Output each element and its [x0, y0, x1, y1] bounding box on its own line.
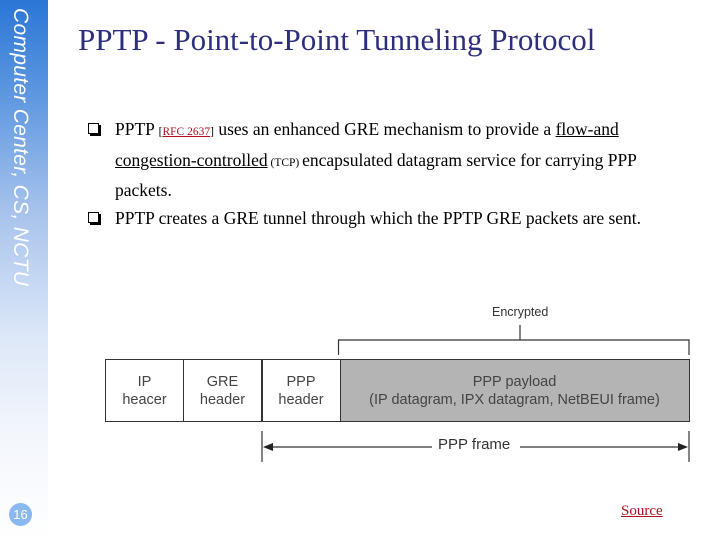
- cell-line: GRE: [206, 373, 239, 390]
- cell-line: header: [278, 391, 324, 408]
- cell-line: heacer: [122, 391, 167, 408]
- slide-title: PPTP - Point-to-Point Tunneling Protocol: [78, 22, 596, 57]
- arrow-right-icon: [678, 443, 688, 451]
- cell-ppp-header: [261, 359, 341, 422]
- cell-line: PPP: [286, 373, 316, 390]
- page-number-badge: 16: [9, 503, 32, 526]
- bullet-text: encapsulated datagram service for carrying PPP packets.: [115, 149, 637, 200]
- tcp-note: (TCP): [267, 156, 303, 169]
- rfc-link[interactable]: RFC 2637: [162, 126, 211, 138]
- cell-line: PPP payload: [472, 373, 557, 390]
- underlined-text: flow-and congestion-controlled: [115, 119, 619, 170]
- cell-line: IP: [137, 373, 152, 390]
- bullet-text: uses an enhanced GRE mechanism to provide a: [213, 119, 556, 139]
- ppp-frame-label: PPP frame: [438, 436, 511, 453]
- bullet-text: PPTP: [115, 119, 159, 139]
- cell-ip-header: [105, 359, 184, 422]
- encrypted-label: Encrypted: [492, 305, 549, 319]
- sidebar-vertical-text: Computer Center, CS, NCTU: [9, 8, 32, 287]
- cell-line: header: [199, 391, 246, 408]
- arrow-left-icon: [263, 443, 273, 451]
- cell-line: (IP datagram, IPX datagram, NetBEUI frame): [369, 391, 660, 408]
- cell-gre-header: [183, 359, 263, 422]
- bracket: ]: [210, 126, 214, 138]
- bracket: [: [158, 126, 163, 138]
- source-link[interactable]: Source: [621, 503, 663, 519]
- cell-ppp-payload: [340, 359, 690, 422]
- bullet-text: PPTP creates a GRE tunnel through which the PPTP GRE packets are sent.: [115, 207, 642, 228]
